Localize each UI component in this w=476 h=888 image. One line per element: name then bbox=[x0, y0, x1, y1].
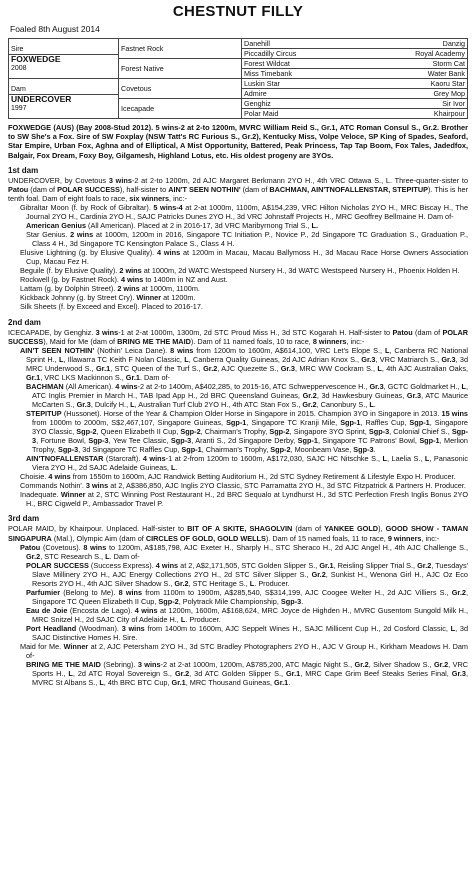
page-title: CHESTNUT FILLY bbox=[172, 3, 304, 20]
first-dam-paragraph: Rockwell (g. by Fastnet Rock). 4 wins to 1400m in NZ and Aust. bbox=[20, 275, 228, 285]
ggp-dam-sire: Water Bank bbox=[427, 69, 465, 78]
ggp-cell-7 bbox=[242, 99, 468, 109]
second-dam-paragraph: AIN'T SEEN NOTHIN' (Nothin' Leica Dane). 8 wins from 1200m to 1600m, A$614,100, VRC Let's Elope S., L, Canberra RC National Sprint H., L, Illawarra TC Keith F Nolan Classic, L, Canberra Quality Guineas, 2d AJC Adrian Knox S., Gr.3, VRC Matriarch S., Gr.3, 3d MRC Underwood S., Gr.1, STC Queen of the Turf S., Gr.2, AJC Quezette S., Gr.3, MRC WW Cockram S., L, 4th AJC Australian Oaks, Gr.1, VRC LKS Mackinnon S., Gr.1. Dam of- bbox=[20, 345, 469, 382]
ggp-sire: Forest Wildcat bbox=[244, 59, 290, 68]
ggp-dam-sire: Royal Academy bbox=[415, 49, 465, 58]
third-dam-paragraph: POLAR MAID, by Khairpour. Unplaced. Half-sister to BIT OF A SKITE, SHAGOLVIN (dam of YANKEE GOLD), GOOD SHOW - TAMAN SINGAPURA (Mal.), Olympic Aim (dam of CIRCLES OF GOLD, GOLD WELLS). Dam of 15 named foals, 11 to race, 9 winners, inc:- bbox=[8, 524, 468, 543]
ggp-sire: Miss Timebank bbox=[244, 69, 292, 78]
second-dam-paragraph: ICECAPADE, by Genghiz. 3 wins-1 at 2-at 1000m, 1300m, 2d STC Proud Miss H., 3d STC Kogarah H. Half-sister to Patou (dam of POLAR SUCCESS), Maid for Me (dam of BRING ME THE MAID). Dam of 11 named foals, 10 to race, 8 winners, inc:- bbox=[8, 327, 468, 346]
pedigree-table bbox=[8, 38, 468, 119]
first-dam-heading: 1st dam bbox=[8, 165, 39, 175]
grandsire-cell: Fastnet Rock bbox=[119, 39, 242, 59]
third-dam-paragraph: Port Headland (Woodman). 3 wins from 1400m to 1600m, AJC Seppelt Wines H., SAJC Millicent Cup H., 2d Cosford Classic, L, 3d SAJC Distinctive Homes H. Sire. bbox=[26, 623, 469, 643]
sire-summary: FOXWEDGE (AUS) (Bay 2008-Stud 2012). 5 wins-2 at 2-to 1200m, MVRC William Reid S., Gr.1, ATC Roman Consul S., Gr.2. Brother to SW She's a Fox. Sire of SW Foxplay (NSW Tatt's RC Furious S., Gr.2), Kentucky Miss, Volpe Veloce, SP King of Spades, Seaford, Star Empire, Urban Fox, Aghna and of Elliptical, A Mist Opportunity, Battered, Peak Princess, Tap Tap Boom, Fox Tales, Jadedfox, Balgair, Fox Dream, Foxy Boy, Gilgamesh, Highland Lotus, etc. His oldest progeny are 3YOs. bbox=[8, 123, 468, 160]
ggp-dam-sire: Grey Mop bbox=[433, 89, 465, 98]
second-dam-paragraph: Inadequate. Winner at 2, STC Winning Post Restaurant H., 2d BRC Sequalo at Lyndhurst H., 3d STC Perfection Fresh Inglis Bonus 2YO H., BRC Cigweld P., Ambassador Travel P. bbox=[20, 490, 468, 509]
first-dam-paragraph: Kickback Johnny (g. by Street Cry). Winner at 1200m. bbox=[20, 293, 196, 303]
first-dam-paragraph: Gibraltar Moon (f. by Rock of Gibraltar). 5 wins-4 at 2-at 1000m, 1100m, A$154,239, VRC Hilton Nicholas 2YO H., MRC Biscay H., The Journal 2YO H., Cardinia 2YO H., SAJC Patricks Dunes 2YO H., 3d VRC Johnstaff Projects H., MRC Geoffrey Bellmaine H. Dam of- bbox=[20, 202, 469, 221]
third-dam-paragraph: Maid for Me. Winner at 2, AJC Petersham 2YO H., 3d STC Bradley Photographers 2YO H., AJC V Group H., Kirkham Meadows H. Dam of- bbox=[20, 642, 468, 661]
granddam-cell: Forest Native bbox=[119, 59, 242, 79]
ggp-dam-sire: Storm Cat bbox=[432, 59, 465, 68]
second-dam-paragraph: AIN'TNOFALLENSTAR (Starcraft). 4 wins-1 at 2-from 1200m to 1600m, A$172,030, SAJC HC Nitschke S., L, Laelia S., L, Panasonic Viera 2YO H., 2d SAJC Adelaide Guineas, L. bbox=[26, 454, 468, 473]
third-dam-paragraph: POLAR SUCCESS (Success Express). 4 wins at 2, A$2,171,505, STC Golden Slipper S., Gr.1, Reisling Slipper Trial S., Gr.2, Tuesdays' Slave Millinery 2YO H., AJC Energy Collections 2YO H., 2d STC Silver Slipper S., Gr.2, Sunkist H., Wenona Girl H., AJC Oz Eco Resorts 2YO H., 4th AJC Silver Shadow S., Gr.2, STC Heritage S., L. Producer. bbox=[26, 560, 468, 588]
ggp-sire: Piccadilly Circus bbox=[244, 49, 297, 58]
dam-sire-cell: Covetous bbox=[119, 79, 242, 99]
ggp-dam-sire: Khairpour bbox=[433, 109, 465, 118]
sire-name: FOXWEDGE bbox=[11, 53, 61, 64]
ggp-cell-6 bbox=[242, 89, 468, 99]
ggp-cell-3 bbox=[242, 59, 468, 69]
catalogue-page bbox=[8, 0, 468, 687]
ggp-cell-1 bbox=[242, 39, 468, 49]
third-dam-paragraph: BRING ME THE MAID (Sebring). 3 wins-2 at 2-at 1000m, 1200m, A$785,200, ATC Magic Night S., Gr.2, Silver Shadow S., Gr.2, VRC Sports H., L, 2d ATC Royal Sovereign S., Gr.2, 3d ATC Golden Slipper S., Gr.1, MRC Cape Grim Beef Steaks Series Final, Gr.3, MVRC St Albans S., L, 4th BRC BTC Cup, Gr.1, MRC Thousand Guineas, Gr.1. bbox=[26, 660, 469, 688]
second-dam-paragraph: Choisie. 4 wins from 1550m to 1600m, AJC Randwick Betting Auditorium H., 2d STC Sydney Retirement & Lifestyle Expo H. Producer. bbox=[20, 472, 456, 482]
first-dam-paragraph: Lattam (g. by Dolphin Street). 2 wins at 1000m, 1100m. bbox=[20, 284, 200, 294]
third-dam-paragraph: Parfumier (Belong to Me). 8 wins from 1100m to 1900m, A$285,540, S$314,199, AJC Coogee Welter H., 2d AJC Villiers S., Gr.2, Singapore TC Queen Elizabeth II Cup, Sgp-2, Polytrack Mile Championship, Sgp-3. bbox=[26, 587, 468, 606]
ggp-sire: Luskin Star bbox=[244, 79, 280, 88]
third-dam-section bbox=[8, 524, 468, 687]
first-dam-paragraph: Elusive Lightning (g. by Elusive Quality). 4 wins at 1200m in Macau, Macau Ballymoss H., 3d Macau Race Horse Owners Association Cup, Macau Fez H. bbox=[20, 248, 468, 267]
ggp-cell-5 bbox=[242, 79, 468, 89]
ggp-dam-sire: Kaoru Star bbox=[430, 79, 465, 88]
ggp-sire: Danehill bbox=[244, 39, 270, 48]
ggp-sire: Admire bbox=[244, 89, 267, 98]
second-dam-paragraph: STEPITUP (Hussonet). Horse of the Year & Champion Older Horse in Singapore in 2015. Champion 3YO in Singapore in 2013. 15 wins from 1000m to 2000m, S$2,467,107, Singapore Guineas, Sgp-1, Singapore TC Kranji Mile, Sgp-1, Raffles Cup, Sgp-1, Singapore 3YO Classic, Sgp-2, Queen Elizabeth II Cup, Sgp-2, Chairman's Trophy, Sgp-2, Singapore 3YO Sprint, Sgp-3, Colonial Chief S., Sgp-3, Fortune Bowl, Sgp-3, Yew Tee Classic, Sgp-3, Aranti S., 2d Singapore Derby, Sgp-1, Singapore TC Patrons' Bowl, Sgp-1, Merlion Trophy, Sgp-3, 3d Singapore TC Raffles Cup, Sgp-1, Chairman's Trophy, Sgp-2, Moonbeam Vase, Sgp-3. bbox=[26, 408, 469, 455]
first-dam-paragraph: Beguile (f. by Elusive Quality). 2 wins at 1000m, 2d WATC Westspeed Nursery H., 3d WATC Westspeed Nursery H., Phoenix Holden H. bbox=[20, 266, 460, 276]
first-dam-paragraph: UNDERCOVER, by Covetous 3 wins-2 at 2-to 1200m, 2d AJC Margaret Berkmann 2YO H., 4th VRC Ottawa S., L. Three-quarter-sister to Patou (dam of POLAR SUCCESS), half-sister to AIN'T SEEN NOTHIN' (dam of BACHMAN, AIN'TNOFALLENSTAR, STEPITUP). This is her tenth foal. Dam of eight foals to race, six winners, inc:- bbox=[8, 175, 469, 203]
dam-label: Dam bbox=[11, 85, 26, 93]
second-dam-paragraph: BACHMAN (All American). 4 wins-2 at 2-to 1400m, A$402,285, to 2015-16, ATC Schweppervescence H., Gr.3, GCTC Goldmarket H., L, ATC Inglis Premier in March H., TAB Ipad App H., 2d BRC Queensland Guineas, Gr.2, 3d Hawkesbury Guineas, Gr.3, ATC Maurice McCarten S., Gr.3, Dulcify H., L, Australian Turf Club 2YO H., 4th ATC Stan Fox S., Gr.2, Canonbury S., L. bbox=[26, 381, 469, 409]
first-dam-paragraph: Star Genius. 2 wins at 1000m, 1200m in 2016, Singapore TC Initiation P., Novice P., 2d Singapore TC Graduation S., Graduation P., Class 4 H., 3d Singapore TC Kensington Palace S., Class 4 H. bbox=[26, 230, 468, 249]
ggp-cell-2 bbox=[242, 49, 468, 59]
ggp-sire: Genghiz bbox=[244, 99, 271, 108]
ggp-cell-8 bbox=[242, 109, 468, 119]
sire-cell bbox=[9, 39, 119, 79]
dam-name: UNDERCOVER bbox=[11, 93, 72, 104]
foaled-date: Foaled 8th August 2014 bbox=[10, 24, 100, 34]
ggp-dam-sire: Danzig bbox=[442, 39, 465, 48]
third-dam-heading: 3rd dam bbox=[8, 514, 40, 524]
ggp-cell-4 bbox=[242, 69, 468, 79]
second-dam-section bbox=[8, 328, 468, 509]
second-dam-paragraph: Commands Nothin'. 3 wins at 2, A$386,850, AJC Inglis 2YO Classic, STC Parramatta 2YO H., 3d STC Fitzpatrick & Partners H. Producer. bbox=[20, 481, 466, 491]
third-dam-paragraph: Eau de Joie (Encosta de Lago). 4 wins at 1200m, 1600m, A$168,624, MRC Joyce de Highden H., MVRC Gusentom Sungold Milk H., MRC Snitzel H., 2d SAJC City of Adelaide H., L. Producer. bbox=[26, 605, 468, 624]
second-dam-heading: 2nd dam bbox=[8, 317, 41, 327]
third-dam-paragraph: Patou (Covetous). 8 wins to 1200m, A$185,798, AJC Exeter H., Sharply H., STC Sheraco H., 2d AJC Angel H., 4th AJC Challenge S., Gr.2, STC Research S., L. Dam of- bbox=[20, 542, 468, 561]
dam-year: 1997 bbox=[11, 104, 27, 112]
sire-label: Sire bbox=[11, 45, 24, 53]
ggp-sire: Polar Maid bbox=[244, 109, 279, 118]
sire-year: 2008 bbox=[11, 64, 27, 72]
first-dam-paragraph: American Genius (All American). Placed at 2 in 2016-17, 3d VRC Maribyrnong Trial S., L. bbox=[26, 221, 319, 231]
dam-cell bbox=[9, 79, 119, 119]
first-dam-section bbox=[8, 176, 468, 312]
second-dam-cell: Icecapade bbox=[119, 99, 242, 119]
first-dam-paragraph: Silk Sheets (f. by Exceed and Excel). Placed to 2016-17. bbox=[20, 302, 203, 312]
ggp-dam-sire: Sir Ivor bbox=[442, 99, 465, 108]
